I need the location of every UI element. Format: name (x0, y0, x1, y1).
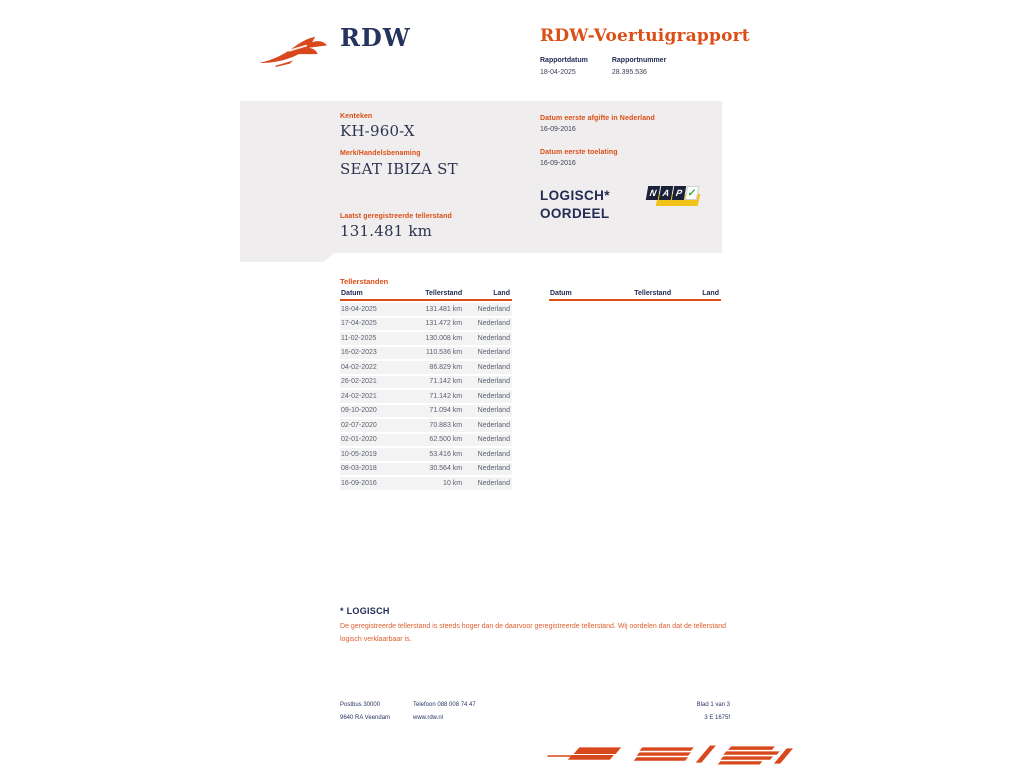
footnote-text: De geregistreerde tellerstand is steeds hoger dan de daarvoor geregistreerde tellerstand. Wij oordelen dan dat de tellerstand logisch verklaarbaar is. (340, 623, 727, 643)
table-row: 04-02-2022 86.829 km Nederland (340, 361, 512, 374)
report-meta (540, 57, 666, 76)
footer-phone: Telefoon 088 008 74 47 (413, 702, 476, 708)
table-row: 10-05-2019 53.416 km Nederland (340, 448, 512, 461)
nap-letter-a: A (659, 186, 673, 200)
page-title: RDW-Voertuigrapport (540, 26, 750, 46)
col-datum: Datum (550, 290, 572, 297)
panel-tab-shape (240, 253, 334, 262)
tellerstanden-table-right (549, 290, 721, 301)
eerste-afgifte-label: Datum eerste afgifte in Nederland (540, 115, 655, 122)
table-row: 09-10-2020 71.094 km Nederland (340, 405, 512, 418)
nap-logo (647, 185, 701, 209)
merk-value: SEAT IBIZA ST (340, 160, 458, 178)
report-date-label: Rapportdatum (540, 57, 588, 64)
col-tellerstand: Tellerstand (634, 290, 672, 297)
nap-letter-n: N (646, 186, 660, 200)
footer-doc-code: 3 E 1675f (704, 715, 730, 721)
vehicle-summary-panel (240, 101, 722, 253)
tellerstanden-section-title: Tellerstanden (340, 277, 389, 286)
table-row: 16-02-2023 110.536 km Nederland (340, 347, 512, 360)
table-row: 26-02-2021 71.142 km Nederland (340, 376, 512, 389)
eerste-toelating-label: Datum eerste toelating (540, 149, 618, 156)
table-header (549, 290, 721, 301)
table-row: 08-03-2018 30.564 km Nederland (340, 463, 512, 476)
kenteken-value: KH-960-X (340, 122, 415, 140)
merk-label: Merk/Handelsbenaming (340, 150, 421, 157)
table-row: 16-09-2016 10 km Nederland (340, 477, 512, 490)
col-datum: Datum (341, 290, 363, 297)
table-body (340, 303, 512, 490)
table-row: 02-01-2020 62.500 km Nederland (340, 434, 512, 447)
col-land: Land (702, 290, 719, 297)
page-footer (340, 702, 730, 728)
col-tellerstand: Tellerstand (425, 290, 463, 297)
tellerstanden-table-left (340, 290, 512, 490)
table-row: 11-02-2025 130.008 km Nederland (340, 332, 512, 345)
footnote-heading: * LOGISCH (340, 606, 390, 616)
laatste-tellerstand-value: 131.481 km (340, 222, 433, 240)
table-header (340, 290, 512, 301)
footer-page-number: Blad 1 van 3 (696, 702, 730, 708)
report-date-block (540, 57, 588, 76)
footer-website: www.rdw.nl (413, 715, 444, 721)
laatste-tellerstand-label: Laatst geregistreerde tellerstand (340, 213, 452, 220)
oordeel-line2: OORDEEL (540, 206, 610, 221)
rdw-stripes-graphic (545, 742, 793, 768)
table-row: 18-04-2025 131.481 km Nederland (340, 303, 512, 316)
report-date-value: 18-04-2025 (540, 69, 576, 76)
table-row: 17-04-2025 131.472 km Nederland (340, 318, 512, 331)
nap-letter-p: P (672, 186, 686, 200)
report-number-value: 28.395.536 (611, 69, 647, 76)
report-number-block (612, 57, 666, 76)
table-row: 02-07-2020 70.883 km Nederland (340, 419, 512, 432)
rdw-wing-icon (256, 24, 334, 70)
footer-address-line1: Postbus 30000 (340, 702, 381, 708)
report-number-label: Rapportnummer (611, 57, 667, 64)
nap-check-icon: ✓ (685, 186, 699, 200)
eerste-toelating-value: 16-09-2016 (540, 160, 576, 167)
eerste-afgifte-value: 16-09-2016 (540, 126, 576, 133)
col-land: Land (493, 290, 510, 297)
table-row: 24-02-2021 71.142 km Nederland (340, 390, 512, 403)
oordeel-text (540, 187, 610, 223)
oordeel-line1: LOGISCH* (540, 188, 610, 203)
kenteken-label: Kenteken (340, 113, 373, 120)
footer-address-line2: 9640 RA Veendam (340, 715, 391, 721)
rdw-logo-text: RDW (340, 23, 411, 52)
